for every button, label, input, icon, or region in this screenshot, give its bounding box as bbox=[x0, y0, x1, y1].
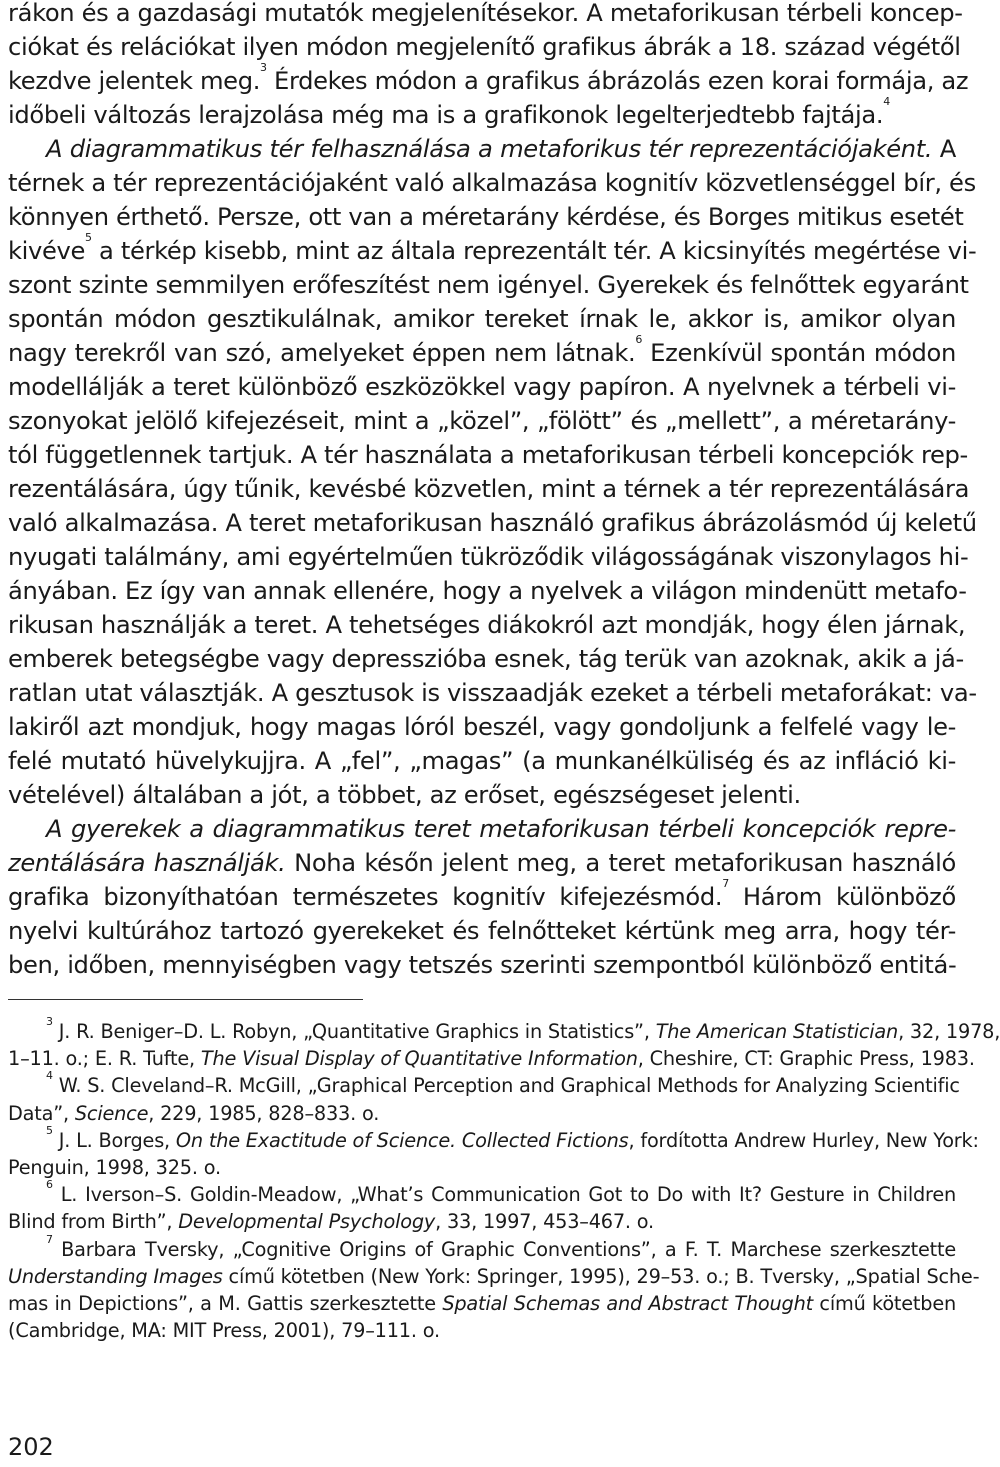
footnote-line bbox=[8, 1208, 956, 1235]
page-body bbox=[8, 0, 977, 982]
body-line bbox=[8, 333, 956, 370]
text-run: rikusan használják a teret. A tehetséges diákokról azt mondják, hogy élen járnak, bbox=[8, 611, 966, 639]
text-run: Penguin, 1998, 325. o. bbox=[8, 1155, 221, 1179]
text-run: ratlan utat választják. A gesztusok is visszaadják ezeket a térbeli metaforákat: va- bbox=[8, 679, 977, 707]
text-run: Ezenkívül spontán módon bbox=[642, 339, 956, 367]
body-line bbox=[8, 506, 977, 540]
text-run: , fordította Andrew Hurley, New York: bbox=[628, 1128, 979, 1152]
footnote-line bbox=[8, 1263, 980, 1290]
body-text bbox=[8, 0, 977, 982]
text-run: Blind from Birth”, bbox=[8, 1210, 179, 1234]
text-run: című kötetben bbox=[812, 1291, 957, 1315]
text-run: modellálják a teret különböző eszközökkel vagy papíron. A nyelvnek a térbeli vi- bbox=[8, 373, 956, 401]
italic-text: On the Exactitude of Science. Collected Fictions bbox=[175, 1128, 629, 1152]
footnote-marker: 6 bbox=[46, 1178, 53, 1192]
text-run: nyugati találmány, ami egyértelműen tükröződik világosságának viszonylagos hi- bbox=[8, 543, 969, 571]
footnote bbox=[8, 1232, 980, 1345]
text-run: grafika bizonyíthatóan természetes kognitív kifejezésmód. bbox=[8, 883, 723, 911]
text-run: mas in Depictions”, a M. Gattis szerkesztette bbox=[8, 1291, 443, 1315]
footnote-line bbox=[8, 1069, 960, 1099]
footnote-line bbox=[8, 1154, 956, 1181]
text-run: (Cambridge, MA: MIT Press, 2001), 79–111. o. bbox=[8, 1319, 440, 1343]
footnote-divider bbox=[8, 999, 363, 1000]
footnote-line bbox=[8, 1015, 1000, 1045]
body-line bbox=[8, 812, 956, 846]
footnotes bbox=[8, 1015, 1000, 1344]
text-run: kezdve jelentek meg. bbox=[8, 67, 261, 95]
footnote bbox=[8, 1123, 979, 1181]
footnote bbox=[8, 1069, 960, 1126]
body-line bbox=[8, 404, 956, 438]
body-line bbox=[8, 642, 964, 676]
text-run: tól függetlennek tartjuk. A tér használata a metaforikusan térbeli koncepciók rep- bbox=[8, 441, 968, 469]
body-line bbox=[8, 200, 964, 234]
text-run: vételével) általában a jót, a többet, az erőset, egészségeset jelenti. bbox=[8, 781, 801, 809]
footnote-line bbox=[8, 1123, 979, 1154]
text-run: nyelvi kultúrához tartozó gyerekeket és felnőtteket kértünk meg arra, hogy tér- bbox=[8, 917, 956, 945]
text-run: ciókat és relációkat ilyen módon megjelenítő grafikus ábrák a 18. század végétől bbox=[8, 33, 961, 61]
footnote-marker: 3 bbox=[46, 1015, 53, 1028]
italic-text: The American Statistician bbox=[655, 1020, 899, 1043]
body-line bbox=[8, 472, 970, 506]
body-line bbox=[8, 914, 956, 948]
body-line bbox=[8, 778, 956, 812]
body-line bbox=[8, 438, 968, 472]
italic-text: A diagrammatikus tér felhasználása a metaforikus tér reprezentációjaként. bbox=[46, 135, 933, 163]
body-line bbox=[8, 710, 956, 744]
text-run: a térkép kisebb, mint az általa reprezentált tér. A kicsinyítés megértése vi- bbox=[91, 237, 977, 265]
footnote-line bbox=[8, 1290, 956, 1317]
footnote-marker: 7 bbox=[722, 877, 729, 890]
text-run: nagy terekről van szó, amelyeket éppen nem látnak. bbox=[8, 339, 636, 367]
italic-text: Spatial Schemas and Abstract Thought bbox=[442, 1291, 813, 1315]
body-line bbox=[8, 268, 969, 302]
text-run: emberek betegségbe vagy depresszióba esnek, tág terük van azoknak, akik a já- bbox=[8, 645, 964, 673]
text-run: rezentálására, úgy tűnik, kevésbé közvetlen, mint a térnek a tér reprezentálására bbox=[8, 475, 970, 503]
text-run: Barbara Tversky, „Cognitive Origins of Graphic Conventions”, a F. T. Marchese szerkesztette bbox=[52, 1237, 956, 1261]
text-run: rákon és a gazdasági mutatók megjelenítésekor. A metaforikusan térbeli koncep- bbox=[8, 0, 963, 27]
body-line bbox=[8, 846, 956, 880]
text-run: spontán módon gesztikulálnak, amikor tereket írnak le, akkor is, amikor olyan bbox=[8, 305, 956, 333]
italic-text: Understanding Images bbox=[8, 1264, 223, 1288]
body-line bbox=[8, 877, 956, 914]
italic-text: zentálására használják. bbox=[8, 849, 286, 877]
footnote-line bbox=[8, 1232, 956, 1263]
footnote-line bbox=[8, 1317, 956, 1344]
body-line bbox=[8, 540, 969, 574]
text-run: felé mutató hüvelykujjra. A „fel”, „magas” (a munkanélküliség és az infláció ki- bbox=[8, 747, 956, 775]
footnote-line bbox=[8, 1100, 956, 1127]
footnote-marker: 3 bbox=[260, 61, 267, 74]
body-line bbox=[8, 95, 956, 132]
text-run: Érdekes módon a grafikus ábrázolás ezen korai formája, az bbox=[266, 67, 969, 95]
text-run: , 32, 1978, bbox=[898, 1020, 1000, 1043]
body-line bbox=[8, 0, 963, 30]
footnote-marker: 4 bbox=[883, 95, 890, 108]
text-run: időbeli változás lerajzolása még ma is a grafikonok legelterjedtebb fajtája. bbox=[8, 101, 884, 129]
footnote-marker: 7 bbox=[46, 1232, 53, 1246]
footnote-marker: 4 bbox=[46, 1069, 53, 1083]
body-line bbox=[8, 30, 961, 64]
text-run: lakiről azt mondjuk, hogy magas lóról beszél, vagy gondoljunk a felfelé vagy le- bbox=[8, 713, 956, 741]
text-run: szont szinte semmilyen erőfeszítést nem igényel. Gyerekek és felnőttek egyaránt bbox=[8, 271, 969, 299]
body-line bbox=[8, 676, 977, 710]
italic-text: Science bbox=[74, 1101, 149, 1125]
italic-text: Developmental Psychology bbox=[178, 1210, 436, 1234]
footnote-marker: 5 bbox=[85, 231, 92, 244]
text-run: J. L. Borges, bbox=[52, 1128, 176, 1152]
body-line bbox=[8, 608, 966, 642]
text-run: szonyokat jelölő kifejezéseit, mint a „közel”, „fölött” és „mellett”, a méretarány- bbox=[8, 407, 956, 435]
body-line bbox=[8, 744, 956, 778]
text-run: Három különböző bbox=[728, 883, 956, 911]
body-line bbox=[8, 574, 967, 608]
text-run: 1–11. o.; E. R. Tufte, bbox=[8, 1047, 201, 1071]
footnote-marker: 6 bbox=[635, 333, 643, 346]
italic-text: The Visual Display of Quantitative Information bbox=[200, 1047, 638, 1071]
text-run: könnyen érthető. Persze, ott van a méretarány kérdése, és Borges mitikus esetét bbox=[8, 203, 964, 231]
text-run: L. Iverson–S. Goldin-Meadow, „What’s Communication Got to Do with It? Gesture in Children bbox=[52, 1183, 956, 1207]
body-line bbox=[8, 231, 977, 268]
footnote-line bbox=[8, 1045, 975, 1072]
text-run: , 229, 1985, 828–833. o. bbox=[148, 1101, 380, 1125]
text-run: J. R. Beniger–D. L. Robyn, „Quantitative Graphics in Statistics”, bbox=[52, 1020, 656, 1043]
text-run: című kötetben (New York: Springer, 1995), 29–53. o.; B. Tversky, „Spatial Sche- bbox=[222, 1264, 980, 1288]
body-line bbox=[8, 948, 956, 982]
text-run: ben, időben, mennyiségben vagy tetszés szerinti szempontból különböző entitá- bbox=[8, 951, 957, 979]
body-line bbox=[8, 166, 976, 200]
text-run: kivéve bbox=[8, 237, 86, 265]
text-run: A bbox=[932, 135, 956, 163]
footnote-line bbox=[8, 1178, 956, 1208]
text-run: Noha későn jelent meg, a teret metaforikusan használó bbox=[285, 849, 956, 877]
text-run: térnek a tér reprezentációjaként való alkalmazása kognitív közvetlenséggel bír, és bbox=[8, 169, 976, 197]
footnote bbox=[8, 1178, 956, 1235]
italic-text: A gyerekek a diagrammatikus teret metaforikusan térbeli koncepciók repre- bbox=[46, 815, 956, 843]
body-line bbox=[8, 61, 969, 98]
text-run: , 33, 1997, 453–467. o. bbox=[435, 1210, 654, 1234]
text-run: ányában. Ez így van annak ellenére, hogy a nyelvek a világon mindenütt metafo- bbox=[8, 577, 967, 605]
text-run: W. S. Cleveland–R. McGill, „Graphical Perception and Graphical Methods for Analyzing Scientific bbox=[52, 1074, 960, 1098]
text-run: , Cheshire, CT: Graphic Press, 1983. bbox=[637, 1047, 975, 1071]
text-run: Data”, bbox=[8, 1101, 75, 1125]
text-run: való alkalmazása. A teret metaforikusan használó grafikus ábrázolásmód új keletű bbox=[8, 509, 977, 537]
body-line bbox=[8, 370, 956, 404]
body-line bbox=[8, 302, 956, 336]
footnote-marker: 5 bbox=[46, 1123, 53, 1137]
page-number: 202 bbox=[8, 1433, 54, 1461]
footnote bbox=[8, 1015, 1000, 1072]
body-line bbox=[8, 132, 956, 166]
